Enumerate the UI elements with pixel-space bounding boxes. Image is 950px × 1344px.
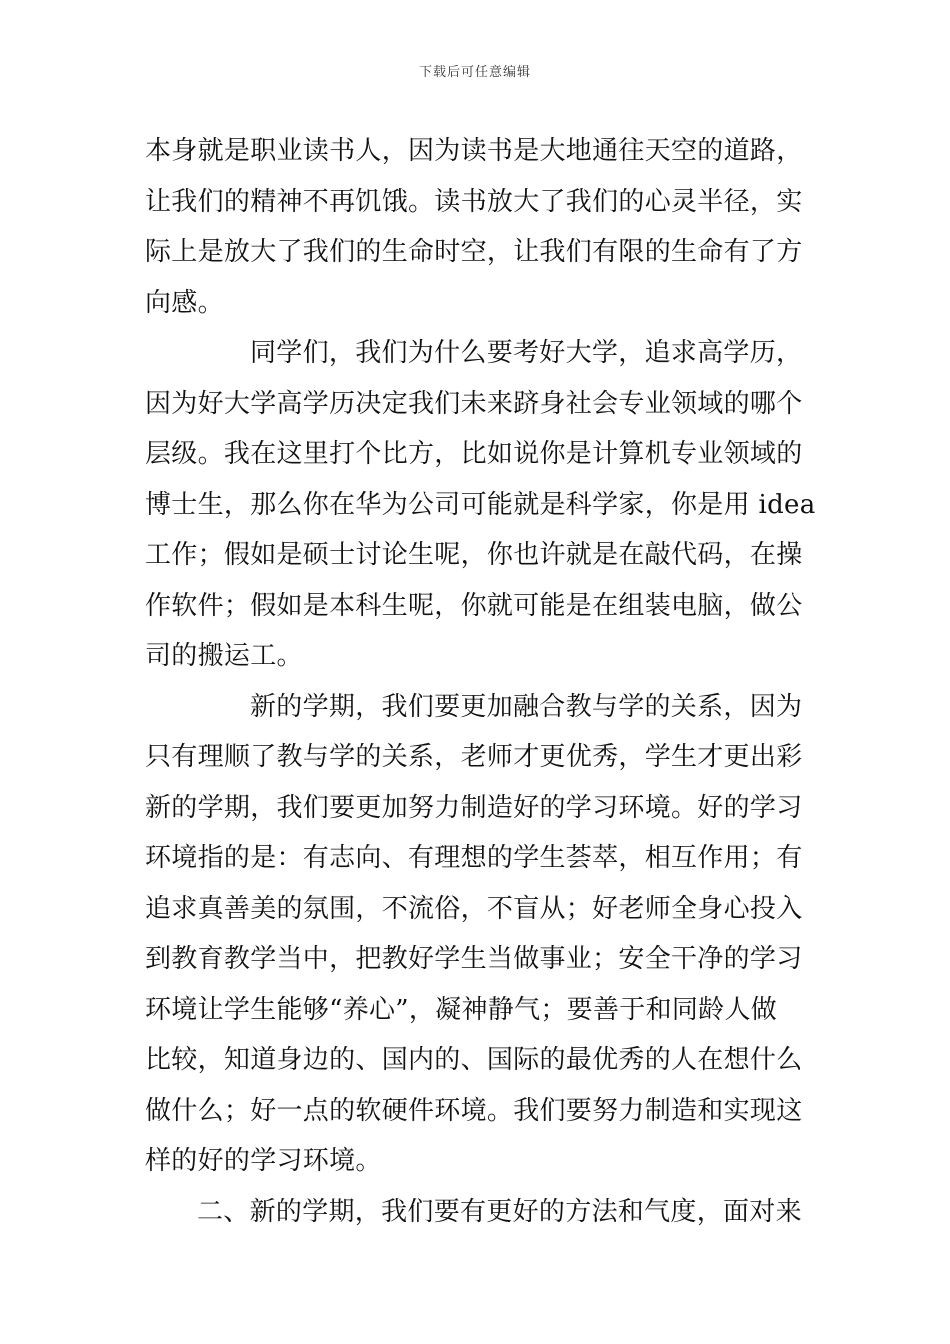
text-line: 做什么；好一点的软硬件环境。我们要努力制造和实现这 bbox=[145, 1095, 803, 1126]
text-line: 二、新的学期，我们要有更好的方法和气度，面对来 bbox=[197, 1196, 802, 1227]
page-header: 下载后可任意编辑 bbox=[418, 65, 531, 80]
text-line: 向感。 bbox=[145, 287, 224, 318]
text-line: 本身就是职业读书人，因为读书是大地通往天空的道路， bbox=[145, 136, 803, 166]
text-line: 因为好大学高学历决定我们未来跻身社会专业领域的哪个 bbox=[145, 388, 803, 419]
text-line: 只有理顺了教与学的关系，老师才更优秀，学生才更出彩 bbox=[145, 742, 803, 772]
text-line: 同学们，我们为什么要考好大学，追求高学历， bbox=[250, 338, 803, 368]
text-line: 层级。我在这里打个比方，比如说你是计算机专业领域的 bbox=[145, 439, 803, 469]
text-line: 到教育教学当中，把教好学生当做事业；安全干净的学习 bbox=[145, 944, 803, 974]
text-line: 比较，知道身边的、国内的、国际的最优秀的人在想什么 bbox=[145, 1045, 803, 1075]
text-line: 作软件；假如是本科生呢，你就可能是在组装电脑，做公 bbox=[145, 590, 803, 621]
text-line: 环境指的是：有志向、有理想的学生荟萃，相互作用；有 bbox=[145, 843, 803, 873]
text-line: 博士生，那么你在华为公司可能就是科学家，你是用 idea bbox=[145, 489, 816, 520]
text-line: 工作；假如是硕士讨论生呢，你也许就是在敲代码，在操 bbox=[145, 540, 803, 570]
text-line: 新的学期，我们要更加努力制造好的学习环境。好的学习 bbox=[145, 792, 803, 823]
paragraph-1 bbox=[145, 126, 813, 328]
text-line: 际上是放大了我们的生命时空，让我们有限的生命有了方 bbox=[145, 237, 803, 267]
text-line: 环境让学生能够“养心”，凝神静气；要善于和同龄人做 bbox=[145, 994, 778, 1025]
paragraph-4 bbox=[145, 1187, 813, 1238]
text-line: 司的搬运工。 bbox=[145, 641, 303, 671]
paragraph-2 bbox=[145, 328, 816, 682]
text-line: 样的好的学习环境。 bbox=[145, 1146, 382, 1176]
paragraph-3 bbox=[145, 682, 813, 1187]
text-line: 让我们的精神不再饥饿。读书放大了我们的心灵半径，实 bbox=[145, 186, 803, 217]
document-body bbox=[145, 126, 816, 1237]
text-line: 追求真善美的氛围，不流俗，不盲从；好老师全身心投入 bbox=[145, 893, 803, 924]
text-line: 新的学期，我们要更加融合教与学的关系，因为 bbox=[250, 691, 803, 722]
